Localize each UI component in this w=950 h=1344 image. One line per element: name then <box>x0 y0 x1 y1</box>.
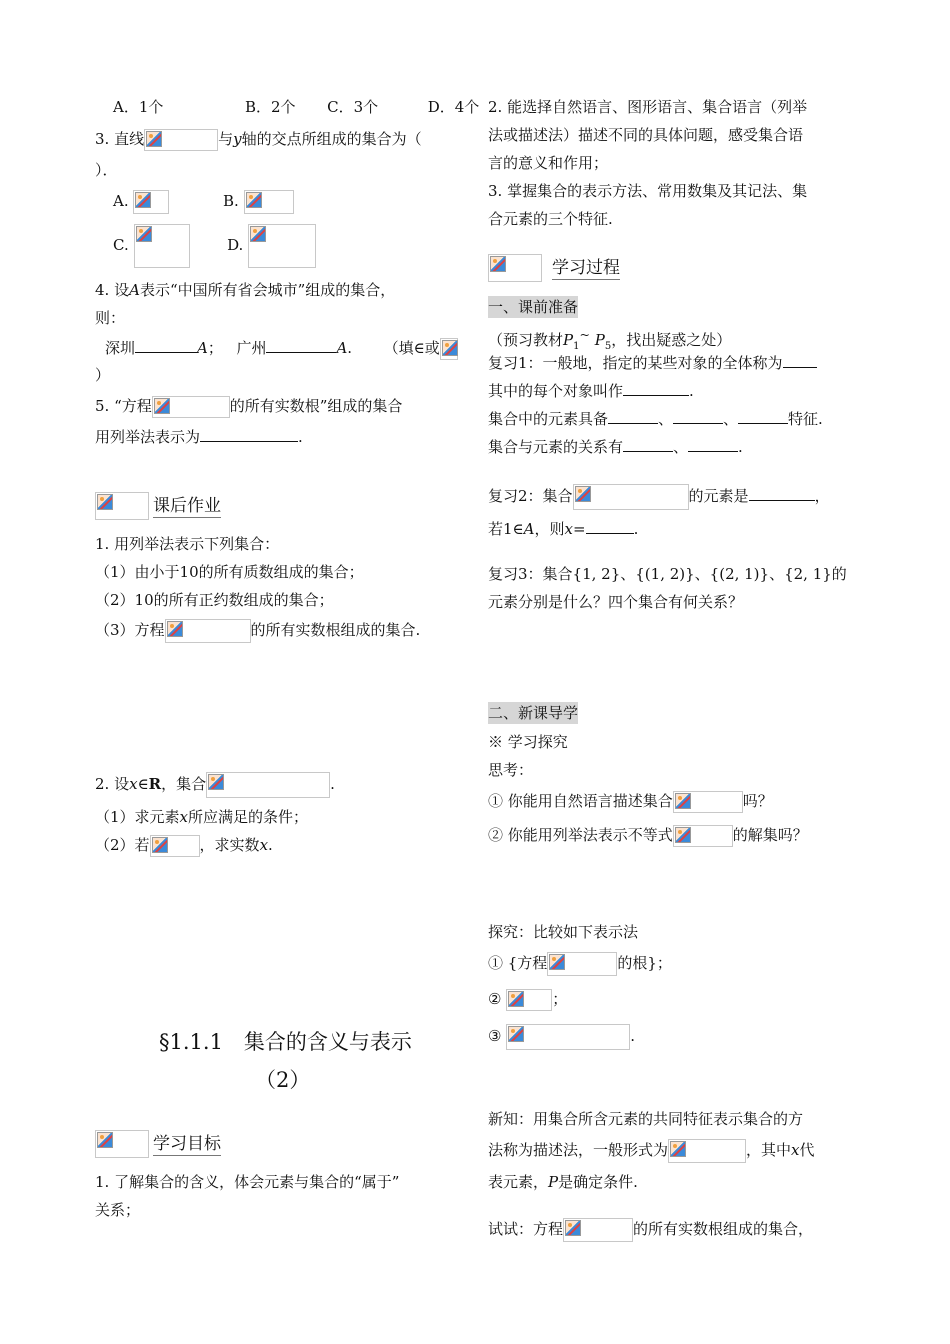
math-var: A <box>336 339 348 357</box>
formula-image-icon <box>547 952 617 976</box>
section-banner-icon <box>95 492 149 520</box>
math-var: x <box>259 836 269 854</box>
review-text: 集合中的元素具备 <box>488 410 609 428</box>
review-text: 、 <box>658 410 674 428</box>
broken-image-icon <box>675 827 691 843</box>
broken-image-icon <box>549 954 565 970</box>
formula-image-icon <box>248 224 316 268</box>
formula-image-icon <box>133 190 169 214</box>
q2-options <box>113 96 479 118</box>
math-var: x <box>564 520 573 538</box>
q4-text: 深圳 <box>105 339 136 357</box>
goal-2-line2: 法或描述法）描述不同的具体问题，感受集合语 <box>488 126 804 144</box>
broken-image-icon <box>670 1141 686 1157</box>
think-text: ① 你能用自然语言描述集合 <box>488 792 673 810</box>
review2-line1 <box>488 484 830 510</box>
math-set: R <box>148 775 162 793</box>
math-var: P <box>594 331 605 349</box>
broken-image-icon <box>246 192 262 208</box>
q4-line2: 则： <box>95 309 126 327</box>
review1-line3 <box>488 408 823 430</box>
section-banner-icon <box>95 1130 149 1158</box>
goal-2-line3: 言的意义和作用； <box>488 154 609 172</box>
new-knowledge-line2 <box>488 1139 815 1163</box>
explore-text: ① {方程 <box>488 954 548 972</box>
broken-image-icon <box>136 226 152 242</box>
hw-text: ，集合 <box>161 775 207 793</box>
answer-blank[interactable] <box>586 518 634 534</box>
explore-text: ； <box>552 990 568 1008</box>
broken-image-icon <box>575 486 591 502</box>
prep-text: （预习教材 <box>488 331 564 349</box>
q4-close: ） <box>95 366 111 384</box>
hw-text: （2）若 <box>95 836 150 854</box>
think-2 <box>488 824 808 847</box>
hw-text: （3）方程 <box>95 621 165 639</box>
explore-1 <box>488 952 672 976</box>
formula-image-icon <box>506 989 552 1011</box>
hw-q1-2: （2）10的所有正约数组成的集合； <box>95 591 334 609</box>
q3-options-ab <box>113 190 294 214</box>
review-text: 其中的每个对象叫作 <box>488 382 624 400</box>
review2-line2: 若1∈A，则x= . <box>488 520 639 538</box>
math-var: P <box>563 331 574 349</box>
math-var: A <box>197 339 208 357</box>
review3-line1: 复习3：集合{1, 2}、{(1, 2)}、{(2, 1)}、{2, 1}的 <box>488 565 847 583</box>
hw-q2-1 <box>95 806 308 828</box>
option-c: C. <box>113 236 129 254</box>
option-b: B．2个 <box>244 98 296 116</box>
review1-line1 <box>488 352 817 374</box>
explore-heading: ※ 学习探究 <box>488 733 568 751</box>
q3-text: 直线 <box>114 130 145 148</box>
q5-text: . <box>298 428 303 446</box>
explore-text: ③ <box>488 1027 502 1045</box>
math-var: x <box>129 775 138 793</box>
new-knowledge-line3 <box>488 1171 638 1193</box>
option-a: A. <box>113 192 129 210</box>
q4-line3 <box>105 337 458 360</box>
option-d: D. <box>227 236 244 254</box>
hw-q1-1: （1）由小于10的所有质数组成的集合； <box>95 563 364 581</box>
answer-blank[interactable] <box>623 380 689 396</box>
review-text: 、 <box>673 438 689 456</box>
try-line <box>488 1218 813 1242</box>
math-var: A <box>523 520 535 538</box>
goal-1-line2: 关系； <box>95 1201 141 1219</box>
review3-line2: 元素分别是什么？四个集合有何关系？ <box>488 593 744 611</box>
hw-text: （1）求元素 <box>95 808 180 826</box>
q3-options-cd <box>113 224 316 268</box>
broken-image-icon <box>97 494 113 510</box>
q3-text: 轴的交点所组成的集合为（ <box>241 130 422 148</box>
formula-image-icon <box>134 224 190 268</box>
newknow-text: 是确定条件. <box>558 1173 638 1191</box>
formula-image-icon <box>573 484 689 510</box>
option-b: B. <box>222 192 239 210</box>
answer-blank[interactable] <box>266 337 336 353</box>
review-text: 特征. <box>788 410 823 428</box>
q5-text: 的所有实数根”组成的集合 <box>229 397 403 415</box>
hw-text: 的所有实数根组成的集合. <box>250 621 421 639</box>
broken-image-icon <box>97 1132 113 1148</box>
broken-image-icon <box>152 837 168 853</box>
math-sub: 5 <box>604 341 612 352</box>
q5-text: 5. “方程 <box>95 397 152 415</box>
process-title: 学习过程 <box>552 258 620 278</box>
hw-text: 所应满足的条件； <box>188 808 309 826</box>
formula-image-icon <box>440 338 458 360</box>
homework-title: 课后作业 <box>153 496 221 516</box>
answer-blank[interactable] <box>673 408 723 424</box>
math-var: y <box>233 130 242 148</box>
explore-text: 的根}； <box>617 954 672 972</box>
broken-image-icon <box>250 226 266 242</box>
answer-blank[interactable] <box>135 337 197 353</box>
q4-text: （填∈或 <box>383 339 440 357</box>
answer-blank[interactable] <box>749 485 815 501</box>
explore-text: . <box>630 1027 636 1045</box>
review-text: 集合与元素的关系有 <box>488 438 624 456</box>
formula-image-icon <box>563 1218 633 1242</box>
q4-text: . <box>347 339 353 357</box>
goals-heading <box>95 1130 221 1158</box>
explore-label: 探究：比较如下表示法 <box>488 923 639 941</box>
broken-image-icon <box>565 1220 581 1236</box>
hw-q1-3 <box>95 619 420 643</box>
formula-image-icon <box>244 190 294 214</box>
newknow-text: 代 <box>799 1141 815 1159</box>
goals-title: 学习目标 <box>153 1134 221 1154</box>
broken-image-icon <box>167 621 183 637</box>
review-text: 复习1：一般地，指定的某些对象的全体称为 <box>488 354 783 372</box>
option-d: D．4个 <box>427 98 480 116</box>
q4-text: 广州 <box>236 339 267 357</box>
explore-text: ② <box>488 990 502 1008</box>
newknow-text: ，其中 <box>746 1141 792 1159</box>
broken-image-icon <box>154 398 170 414</box>
review-text: = <box>572 520 586 538</box>
newknow-text: 表元素， <box>488 1173 549 1191</box>
goal-3-line1: 3. 掌握集合的表示方法、常用数集及其记法、集 <box>488 182 808 200</box>
broken-image-icon <box>675 793 691 809</box>
broken-image-icon <box>508 991 524 1007</box>
q4-text: 4. 设 <box>95 281 130 299</box>
review-text: ，则 <box>534 520 565 538</box>
formula-image-icon <box>673 825 733 847</box>
answer-blank[interactable] <box>783 352 817 368</box>
math-var: A <box>129 281 140 299</box>
math-var: x <box>791 1141 800 1159</box>
answer-blank[interactable] <box>608 408 658 424</box>
think-label: 思考： <box>488 761 534 779</box>
q3-line2: ）． <box>95 161 118 179</box>
process-heading <box>488 254 620 282</box>
prep-text: ，找出疑惑之处） <box>611 331 732 349</box>
broken-image-icon <box>135 192 151 208</box>
broken-image-icon <box>490 256 506 272</box>
think-text: ② 你能用列举法表示不等式 <box>488 826 673 844</box>
q3-line <box>95 128 422 151</box>
new-lesson-heading: 二、新课导学 <box>488 704 579 722</box>
broken-image-icon <box>508 1026 524 1042</box>
explore-3 <box>488 1024 635 1050</box>
try-text: 试试：方程 <box>488 1220 564 1238</box>
formula-image-icon <box>144 129 218 151</box>
think-text: 吗？ <box>742 792 773 810</box>
broken-image-icon <box>208 774 224 790</box>
answer-blank[interactable] <box>200 426 298 442</box>
goal-2-line1: 2. 能选择自然语言、图形语言、集合语言（列举 <box>488 98 808 116</box>
q4-text: ； <box>207 339 223 357</box>
review-text: 若1∈ <box>488 520 524 538</box>
formula-image-icon <box>150 835 200 857</box>
q4-line1 <box>95 279 395 301</box>
goal-3-line2: 合元素的三个特征. <box>488 210 613 228</box>
formula-image-icon <box>673 791 743 813</box>
formula-image-icon <box>506 1024 630 1050</box>
think-1 <box>488 790 773 813</box>
new-knowledge-line1: 新知：用集合所含元素的共同特征表示集合的方 <box>488 1110 804 1128</box>
review-text: ， <box>814 487 830 505</box>
q5-line2 <box>95 426 303 448</box>
hw-text: . <box>330 775 335 793</box>
broken-image-icon <box>442 340 458 356</box>
hw-q2-2 <box>95 834 273 857</box>
answer-blank[interactable] <box>623 436 673 452</box>
goal-1-line1: 1. 了解集合的含义，体会元素与集合的“属于” <box>95 1173 400 1191</box>
hw-q2 <box>95 772 335 798</box>
try-text: 的所有实数根组成的集合， <box>633 1220 814 1238</box>
formula-image-icon <box>668 1139 746 1163</box>
broken-image-icon <box>146 131 162 147</box>
q5-line1 <box>95 395 402 418</box>
q3-number: 3. <box>95 130 110 148</box>
math-var: x <box>179 808 189 826</box>
hw-text: ，求实数 <box>199 836 260 854</box>
review-text: 复习2：集合 <box>488 487 573 505</box>
hw-text: 2. 设 <box>95 775 130 793</box>
q4-text: 表示“中国所有省会城市”组成的集合， <box>139 281 396 299</box>
review1-line2: 其中的每个对象叫作 . <box>488 382 694 400</box>
hw-q1: 1. 用列举法表示下列集合： <box>95 535 280 553</box>
review-text: 的元素是 <box>688 487 749 505</box>
answer-blank[interactable] <box>688 436 738 452</box>
explore-2 <box>488 988 567 1011</box>
newknow-text: 法称为描述法，一般形式为 <box>488 1141 669 1159</box>
hw-text: ∈ <box>137 775 149 793</box>
formula-image-icon <box>165 619 251 643</box>
section-title: §1.1.1 集合的含义与表示 <box>159 1030 412 1054</box>
math-tilde: ~ <box>579 327 590 342</box>
option-a: A．1个 <box>113 98 164 116</box>
think-text: 的解集吗？ <box>732 826 808 844</box>
prep-heading: 一、课前准备 <box>488 298 579 316</box>
homework-heading <box>95 492 221 520</box>
section-banner-icon <box>488 254 542 282</box>
formula-image-icon <box>206 772 330 798</box>
review-text: 、 <box>723 410 739 428</box>
review1-line4: 集合与元素的关系有 、 . <box>488 438 743 456</box>
q3-text: 与 <box>218 130 234 148</box>
math-sub: 1 <box>573 341 580 352</box>
section-subtitle: （2） <box>255 1068 311 1092</box>
answer-blank[interactable] <box>738 408 788 424</box>
q5-text: 用列举法表示为 <box>95 428 201 446</box>
hw-text: . <box>268 836 273 854</box>
math-var: P <box>548 1173 559 1191</box>
option-c: C．3个 <box>327 98 379 116</box>
formula-image-icon <box>152 396 230 418</box>
